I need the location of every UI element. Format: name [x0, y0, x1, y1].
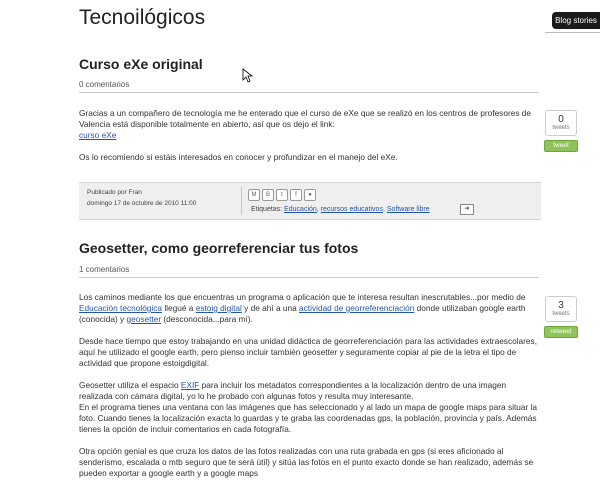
post-divider [79, 277, 539, 278]
post-footer [79, 182, 541, 220]
label-link[interactable]: Software libre [386, 206, 430, 213]
post-body [79, 108, 541, 163]
post-meta [87, 187, 196, 209]
text-run: Geosetter utiliza el espacio [79, 380, 181, 390]
course-link[interactable]: curso eXe [79, 130, 117, 140]
facebook-icon[interactable]: f [290, 189, 302, 201]
comments-link[interactable]: 1 comentarios [79, 265, 130, 274]
email-icon[interactable]: M [248, 189, 260, 201]
post-labels: Etiquetas: Educación, recursos educativos, Software libre [251, 206, 430, 213]
link-geosetter[interactable]: geosetter [126, 314, 162, 324]
post-paragraph: En el programa tienes una ventana con las imágenes que has seleccionado y al lado un mapa de google maps para situar la foto. Cuando tienes la localización exacta lo guardas y te graba las coordenadas gps, la población, provincia y país. Además tienes la opción de incluir comentarios en cada fotografía. [79, 402, 538, 434]
share-buttons [248, 189, 316, 201]
text-run: para incluir los metadatos correspondientes a la localización dentro de una imagen realizada con cámara digital, yo lo he probado con algunas fotos y resulta muy interesante. [79, 380, 507, 401]
post-paragraph: Otra opción genial es que cruza los datos de las fotos realizadas con una ruta grabada en gps (si eres aficionado al senderismo, escalada o mtb seguro que te será útil) y sitúa las fotos en el punto exacto donde se han realizado, además se pueden exportar a google earth y a google maps [79, 446, 534, 478]
text-run: Los caminos mediante los que encuentras un programa o aplicación que te interesa resultan inescrutables...por medio de [79, 292, 526, 302]
header-divider [545, 32, 600, 33]
tweet-counter [545, 110, 577, 136]
link-actividad[interactable]: actividad de georreferenciación [299, 303, 415, 313]
twitter-icon[interactable]: t [276, 189, 288, 201]
label-link[interactable]: Educación [284, 206, 317, 213]
post-divider [79, 92, 539, 93]
label-link[interactable]: recursos educativos [320, 206, 383, 213]
tweet-count: 0 [558, 114, 564, 125]
post-paragraph: Os lo recomiendo si estáis interesados en conocer y profundizar en el manejo del eXe. [79, 152, 398, 162]
footer-divider [241, 187, 242, 215]
post-paragraph: Desde hace tiempo que estoy trabajando en una unidad didáctica de georreferenciación para las actividades extraescolares, aquí he utilizado el google earth, pero pienso incluir también geosetter y seguramente copiar al pie de la letra el tipo de actividad que propone estoigdigital. [79, 336, 538, 368]
tweet-count-label: tweets [552, 125, 570, 131]
link-educacion-tecnologica[interactable]: Educación tecnológica [79, 303, 163, 313]
blogthis-icon[interactable]: B [262, 189, 274, 201]
post-date[interactable]: domingo 17 de octubre de 2010 11:00 [87, 200, 197, 207]
tweet-count-label: tweets [552, 311, 570, 317]
text-run: donde utilizaban google earth (conocida) y [79, 303, 526, 324]
text-run: y de ahí a una [241, 303, 300, 313]
post-title[interactable]: Geosetter, como georreferenciar tus fotos [79, 240, 359, 256]
labels-prefix: Etiquetas: [251, 206, 283, 213]
post-paragraph [79, 380, 541, 402]
tweet-counter [545, 296, 577, 322]
tweet-button[interactable]: tweet [544, 140, 578, 152]
retweet-button[interactable]: retweet [544, 326, 578, 338]
text-run: llegué a [162, 303, 196, 313]
text-run: (desconocida...para mí). [161, 314, 253, 324]
tweet-widget [544, 296, 578, 338]
tweet-count: 3 [558, 300, 564, 311]
post-paragraph: Gracias a un compañero de tecnología me he enterado que el curso de eXe que se realizó en los centros de profesores de Valencia está disponible totalmente en abierto, así que os dejo el link: [79, 108, 532, 129]
blog-title[interactable]: Tecnoilógicos [79, 6, 206, 29]
link-estoig-digital[interactable]: estoig digital [195, 303, 242, 313]
mouse-cursor-icon [243, 69, 253, 83]
post-body [79, 292, 541, 479]
tweet-widget [544, 110, 578, 152]
comments-link[interactable]: 0 comentarios [79, 80, 130, 89]
buzz-icon[interactable]: ● [304, 189, 316, 201]
quick-edit-icon[interactable]: ➜ [460, 204, 474, 215]
post-title[interactable]: Curso eXe original [79, 56, 203, 72]
post-author: Publicado por Fran [87, 189, 142, 196]
link-exif[interactable]: EXIF [180, 380, 200, 390]
post-paragraph [79, 292, 541, 325]
blog-stories-badge[interactable]: Blog stories [552, 12, 600, 29]
